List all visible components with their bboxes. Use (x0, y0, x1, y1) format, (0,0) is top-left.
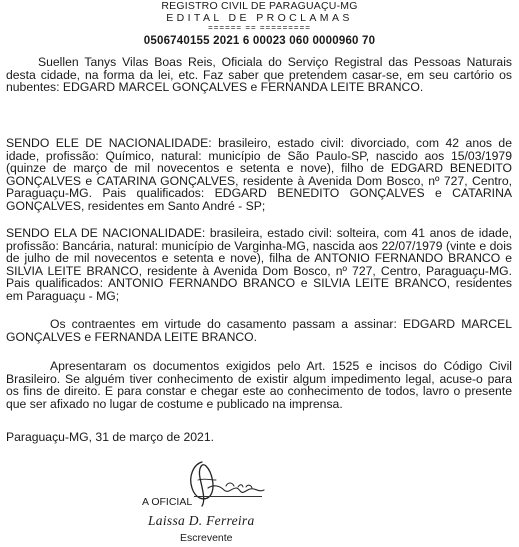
groom-paragraph: SENDO ELE DE NACIONALIDADE: brasileiro, estado civil: divorciado, com 42 anos de idade, profissão: Químico, natural: município de São Paulo-SP, nascido aos 15/03/1979 (quinze de março de mil novecentos e setenta e nove), filho de EDGARD BENEDITO GONÇALVES e CATARINA GONÇALVES, residente à Avenida Dom Bosco, nº 727, Centro, Paraguaçu-MG. Pais qualificados: EDGARD BENEDITO GONÇALVES e CATARINA GONÇALVES, residentes em Santo André - SP; (6, 136, 512, 213)
date-line: Paraguaçu-MG, 31 de março de 2021. (6, 430, 214, 444)
signature-line (194, 496, 262, 497)
signature-label: A OFICIAL (142, 496, 193, 508)
intro-paragraph: Suellen Tanys Vilas Boas Reis, Oficiala do Serviço Registral das Pessoas Naturais desta cidade, na forma da lei, etc. Faz saber que pretendem casar-se, em seu cartório os nubentes: EDGARD MARCEL GONÇALVES e FERNANDA LEITE BRANCO. (6, 55, 512, 94)
document-header (0, 0, 519, 48)
bride-paragraph: SENDO ELA DE NACIONALIDADE: brasileira, estado civil: solteira, com 41 anos de idade, profissão: Bancária, natural: município de Varginha-MG, nascida aos 22/07/1979 (vinte e dois de julho de mil novecentos e setenta e nove), filha de ANTONIO FERNANDO BRANCO e SILVIA LEITE BRANCO, residente à Avenida Dom Bosco, nº 727, Centro, Paraguaçu-MG. Pais qualificados: ANTONIO FERNANDO BRANCO e SILVIA LEITE BRANCO, residentes em Paraguaçu - MG; (6, 226, 512, 303)
edital-title: EDITAL DE PROCLAMAS (166, 12, 353, 24)
signer-name: Laissa D. Ferreira (148, 513, 255, 528)
signer-role: Escrevente (180, 532, 233, 544)
title-underline: ====== == ========= (208, 24, 311, 32)
registry-code: 0506740155 2021 6 00023 060 0000960 70 (143, 35, 376, 47)
registry-title: REGISTRO CIVIL DE PARAGUAÇU-MG (161, 0, 358, 12)
documents-paragraph: Apresentaram os documentos exigidos pelo Art. 1525 e incisos do Código Civil Brasileiro. Se alguém tiver conhecimento de existir algum impedimento legal, acuse-o para os fins de direito. E para constar e chegar este ao conhecimento de todos, lavro o presente que ser afixado no lugar de costume e publicado na imprensa. (6, 359, 512, 411)
handwritten-signature (180, 458, 270, 508)
signature-block (140, 458, 280, 547)
names-after-marriage-paragraph: Os contraentes em virtude do casamento passam a assinar: EDGARD MARCEL GONÇALVES e FERNANDA LEITE BRANCO. (6, 317, 512, 344)
